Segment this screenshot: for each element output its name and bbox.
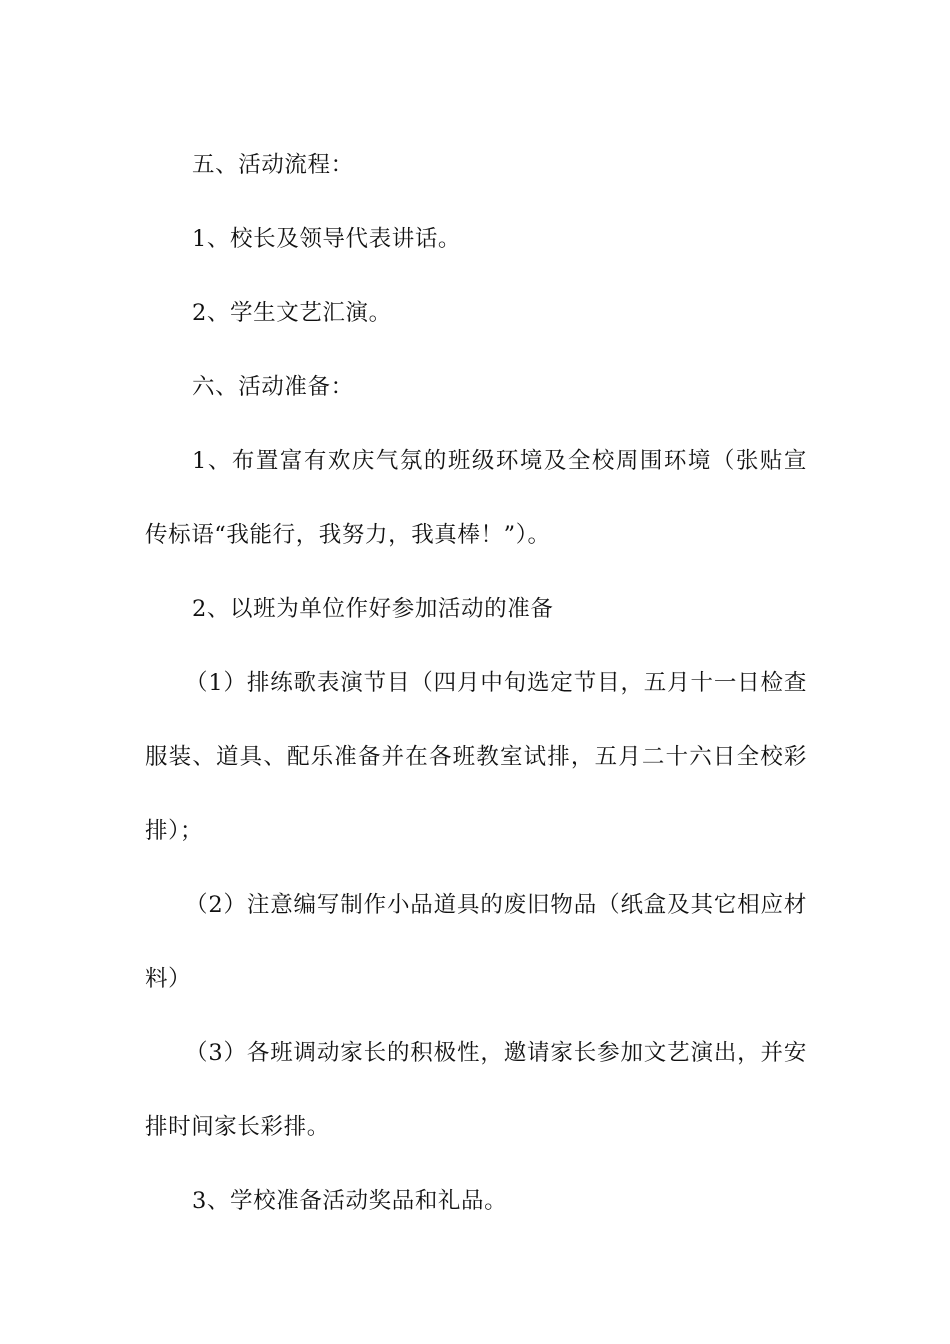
list-item: 1、布置富有欢庆气氛的班级环境及全校周围环境（张贴宣传标语“我能行，我努力，我真棒！”）。 [145, 448, 807, 548]
list-item: 3、学校准备活动奖品和礼品。 [192, 1188, 508, 1214]
section-heading-activity-process: 五、活动流程： [192, 152, 354, 178]
document-body [145, 128, 807, 1238]
list-item: 1、校长及领导代表讲话。 [192, 226, 462, 252]
section-heading-activity-preparation: 六、活动准备： [192, 374, 354, 400]
list-item: 2、以班为单位作好参加活动的准备 [192, 596, 554, 622]
list-item: 2、学生文艺汇演。 [192, 300, 392, 326]
sub-list-item: （1）排练歌表演节目（四月中旬选定节目，五月十一日检查服装、道具、配乐准备并在各班教室试排，五月二十六日全校彩排）； [145, 670, 807, 844]
sub-list-item: （3）各班调动家长的积极性，邀请家长参加文艺演出，并安排时间家长彩排。 [145, 1040, 807, 1140]
sub-list-item: （2）注意编写制作小品道具的废旧物品（纸盒及其它相应材料） [145, 892, 807, 992]
